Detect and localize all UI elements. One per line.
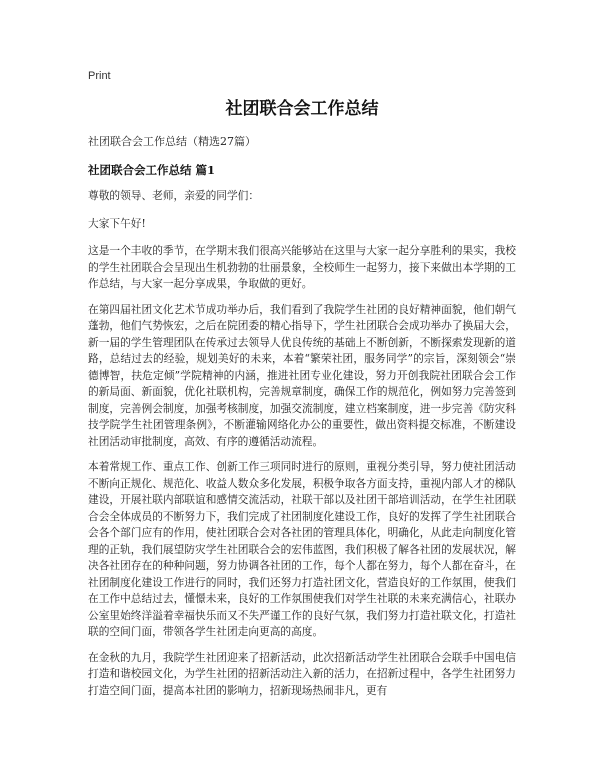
- document-subtitle: 社团联合会工作总结（精选27篇）: [88, 135, 256, 148]
- body-paragraph-1: 这是一个丰收的季节，在学期末我们很高兴能够站在这里与大家一起分享胜利的果实，我校的学生社团联合会呈现出生机勃勃的壮丽景象，全校师生一起努力，接下来做出本学期的工作总结，与大家一起分享成果，争取做的更好。: [88, 244, 516, 290]
- body-paragraph-4: 在金秋的九月，我院学生社团迎来了招新活动，此次招新活动学生社团联合会联手中国电信打造和谐校园文化，为学生社团的招新活动注入新的活力，在招新过程中，各学生社团努力打造空间门面，提高本社团的影响力，招新现场热闹非凡，更有: [88, 650, 516, 697]
- section-heading: 社团联合会工作总结 篇1: [88, 163, 216, 177]
- salutation: 尊敬的领导、老师，亲爱的同学们：: [88, 189, 260, 202]
- document-title: 社团联合会工作总结: [225, 99, 379, 119]
- print-link[interactable]: Print: [88, 70, 111, 82]
- document-page: [88, 68, 516, 708]
- greeting: 大家下午好!: [88, 216, 146, 230]
- body-paragraph-2: 在第四届社团文化艺术节成功举办后，我们看到了我院学生社团的良好精神面貌，他们朝气蓬勃，他们气势恢宏，之后在院团委的精心指导下，学生社团联合会成功举办了换届大会，新一届的学生管理团队在传承过去领导人优良传统的基础上不断创新，不断探索发现新的道路，总结过去的经验，规划美好的未来，本着“繁荣社团，服务同学”的宗旨，深刻领会“崇德博智，扶危定倾”学院精神的内涵，推进社团专业化建设，努力开创我院社团联合会工作的新局面、新面貌，优化社联机构，完善规章制度，确保工作的规范化，例如努力完善签到制度，完善例会制度，加强考核制度，加强交流制度，建立档案制度，进一步完善《防灾科技学院学生社团管理条例》，不断灌输网络化办公的重要性，做出资料提交标准，不断建设社团活动审批制度，高效、有序的遵循活动流程。: [88, 302, 516, 448]
- body-paragraph-3: 本着常规工作、重点工作、创新工作三项同时进行的原则，重视分类引导，努力使社团活动不断向正规化、规范化、收益人数众多化发展，积极争取各方面支持，重视内部人才的梯队建设，开展社联内部联谊和感情交流活动，社联干部以及社团干部培训活动，在学生社团联合会全体成员的不断努力下，我们完成了社团制度化建设工作，良好的发挥了学生社团联合会各个部门应有的作用，使社团联合会对各社团的管理具体化，明确化，从此走向制度化管理的正轨，我们展望防灾学生社团联合会的宏伟蓝图，我们积极了解各社团的发展状况，解决各社团存在的种种问题，努力协调各社团的工作，每个人都在努力，每个人都在奋斗，在社团制度化建设工作进行的同时，我们还努力打造社团文化，营造良好的工作氛围，使我们在工作中总结过去，懂憬未来，良好的工作氛围使我们对学生社联的未来充满信心，社联办公室里始终洋溢着幸福快乐而又不失严谨工作的良好气氛，我们努力打造社联文化，打造社联的空间门面，带领各学生社团走向更高的高度。: [88, 460, 516, 638]
